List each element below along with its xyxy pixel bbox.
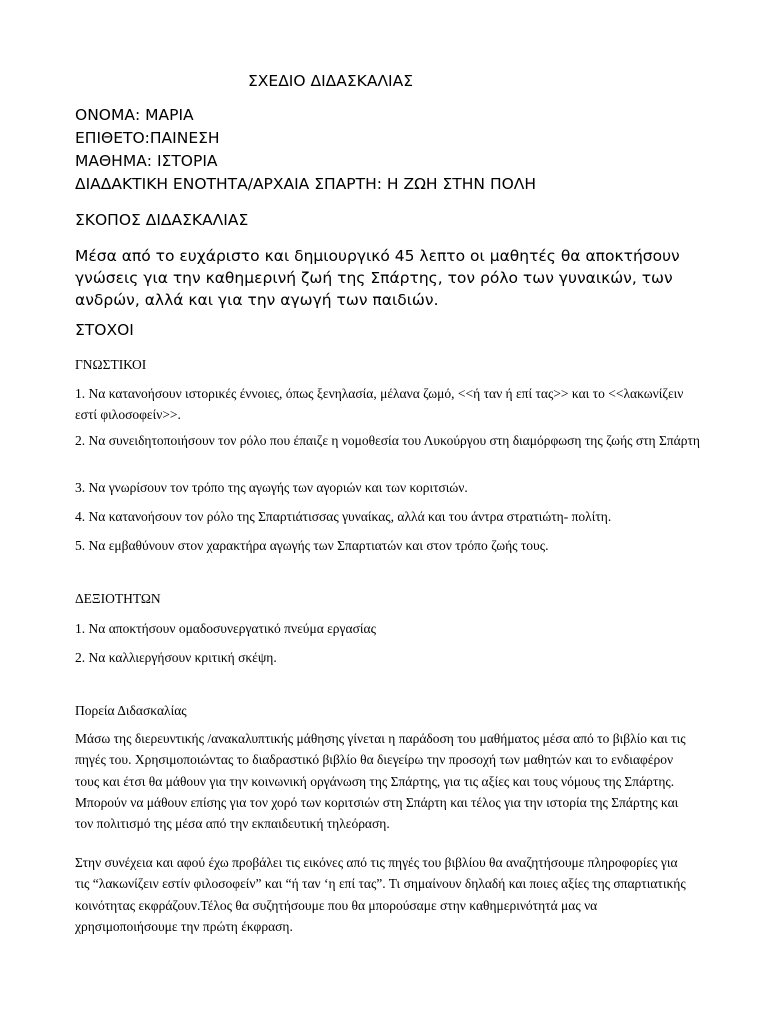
teacher-info-block <box>75 104 536 196</box>
name-line: ΟΝΟΜΑ: ΜΑΡΙΑ <box>75 106 194 124</box>
skills-goals-heading: ΔΕΞΙΟΤΗΤΩΝ <box>75 591 161 606</box>
surname-line: ΕΠΙΘΕΤΟ:ΠΑΙΝΕΣΗ <box>75 129 220 147</box>
cognitive-goal-item: 3. Να γνωρίσουν τον τρόπο της αγωγής των αγοριών και των κοριτσιών. <box>75 480 468 495</box>
purpose-heading: ΣΚΟΠΟΣ ΔΙΔΑΣΚΑΛΙΑΣ <box>75 211 249 229</box>
skills-goal-item: 2. Να καλλιεργήσουν κριτική σκέψη. <box>75 650 277 665</box>
unit-line: ΔΙΑΔΑΚΤΙΚΗ ΕΝΟΤΗΤΑ/ΑΡΧΑΙΑ ΣΠΑΡΤΗ: Η ΖΩΗ ΣΤΗΝ ΠΟΛΗ <box>75 175 537 193</box>
purpose-text: Μέσα από το ευχάριστο και δημιουργικό 45 λεπτο οι μαθητές θα αποκτήσουν γνώσεις για την καθημερινή ζωή της Σπάρτης, τον ρόλο των γυναικών, των ανδρών, αλλά και για την αγωγή των παιδιών. <box>75 247 680 309</box>
cognitive-goal-item: 5. Να εμβαθύνουν στον χαρακτήρα αγωγής των Σπαρτιατών και στον τρόπο ζωής τους. <box>75 538 549 553</box>
cognitive-goals-heading: ΓΝΩΣΤΙΚΟΙ <box>75 357 147 372</box>
procedure-heading: Πορεία Διδασκαλίας <box>75 703 187 718</box>
subject-line: ΜΑΘΗΜΑ: ΙΣΤΟΡΙΑ <box>75 152 218 170</box>
skills-goal-item: 1. Να αποκτήσουν ομαδοσυνεργατικό πνεύμα εργασίας <box>75 621 376 636</box>
cognitive-goal-item: 2. Να συνειδητοποιήσουν τον ρόλο που έπαιζε η νομοθεσία του Λυκούργου στη διαμόρφωση της ζωής στη Σπάρτη <box>75 433 700 448</box>
cognitive-goal-item: 1. Να κατανοήσουν ιστορικές έννοιες, όπως ξενηλασία, μέλανα ζωμό, <<ή ταν ή επί τας>> και το <<λακωνίζειν εστί φιλοσοφείν>>. <box>75 386 684 422</box>
cognitive-goal-item: 4. Να κατανοήσουν τον ρόλο της Σπαρτιάτισσας γυναίκας, αλλά και του άντρα στρατιώτη- πολίτη. <box>75 509 612 524</box>
document-title: ΣΧΕΔΙΟ ΔΙΔΑΣΚΑΛΙΑΣ <box>248 72 414 90</box>
goals-heading: ΣΤΟΧΟΙ <box>75 321 134 339</box>
procedure-paragraph: Μάσω της διερευντικής /ανακαλυπτικής μάθησης γίνεται η παράδοση του μαθήματος μέσα από το βιβλίο και τις πηγές του. Χρησιμοποιώντας το διαδραστικό βιβλίο θα διεγείρω την προσοχή των μαθητών και το ενδιαφέρον τους και έτσι θα μάθουν για την κοινωνική οργάνωση της Σπάρτης, για τις αξίες και τους νόμους της Σπάρτης. Μπορούν να μάθουν επίσης για τον χορό των κοριτσιών στη Σπάρτη και τέλος για την ιστορία της Σπάρτης και τον πολιτισμό της μέσα από την εκπαιδευτική τηλεόραση. <box>75 731 686 832</box>
procedure-paragraph: Στην συνέχεια και αφού έχω προβάλει τις εικόνες από τις πηγές του βιβλίου θα αναζητήσουμε πληροφορίες για τις “λακωνίζειν εστίν φιλοσοφείν” και “ή ταν ‘η επί τας”. Τι σημαίνουν δηλαδή και ποιες αξίες της σπαρτιατικής κοινότητας εκφράζουν.Τέλος θα συζητήσουμε που θα μπορούσαμε στην καθημερινότητά μας να χρησιμοποιήσουμε την πρώτη έκφραση. <box>75 855 686 934</box>
